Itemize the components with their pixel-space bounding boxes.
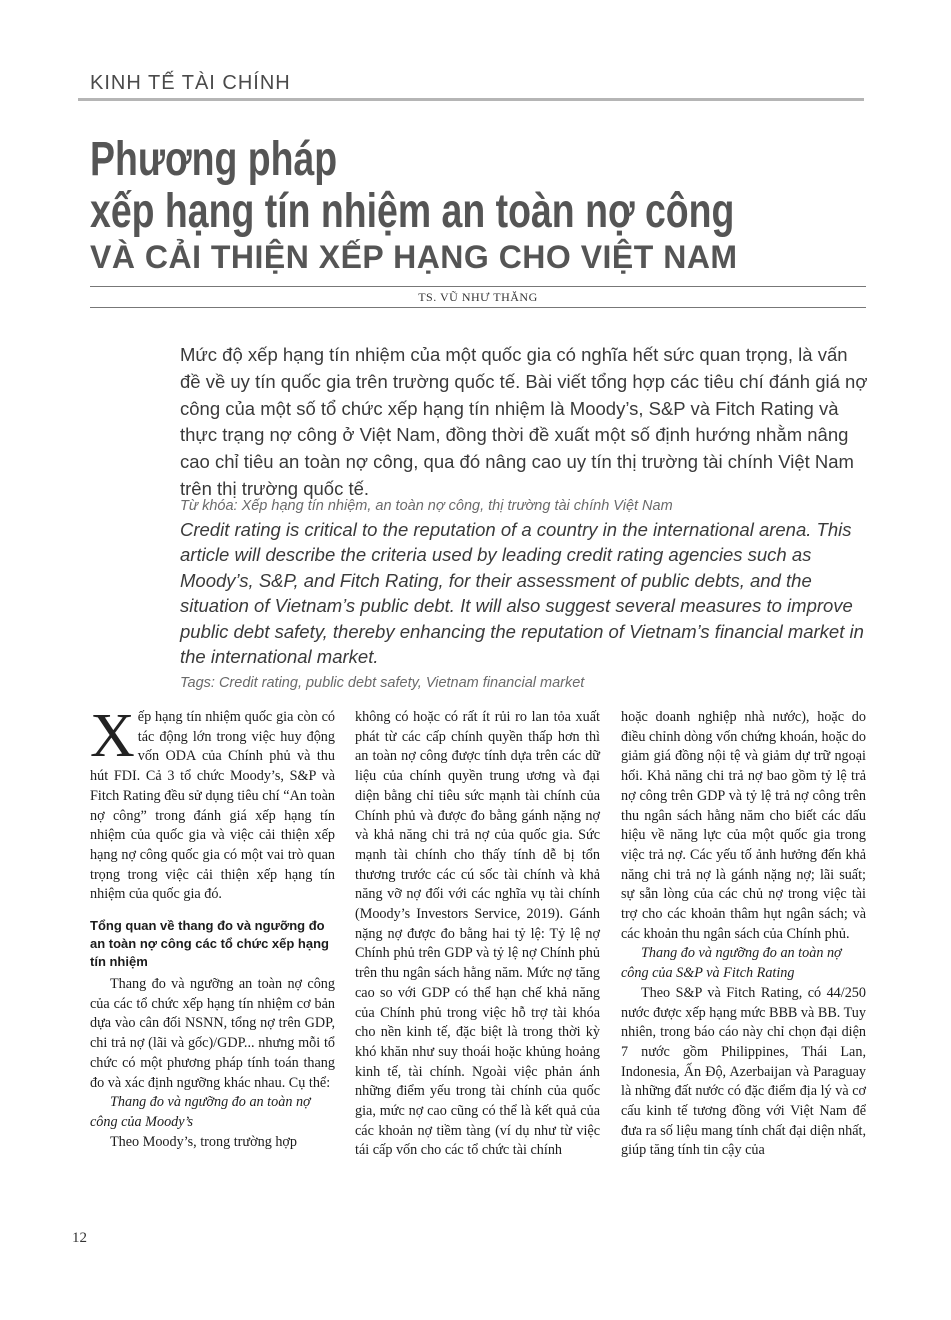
keywords: Từ khóa: Xếp hạng tín nhiệm, an toàn nợ công, thị trường tài chính Việt Nam <box>180 498 673 514</box>
abstract-english: Credit rating is critical to the reputation of a country in the international arena. This article will describe the criteria used by leading credit rating agencies such as Moody’s, S&P, and Fitch Rating, for their assessment of public debts, and the situation of Vietnam’s public debt. It will also suggest several measures to improve public debt safety, thereby enhancing the reputation of Vietnam’s financial market in the international market. <box>180 519 864 668</box>
body-paragraph: không có hoặc có rất ít rủi ro lan tỏa xuất phát từ các cấp chính quyền thấp hơn thì an toàn nợ công được tính dựa trên các dữ liệu của chính quyền trung ương và đại diện bằng chỉ tiêu sức mạnh tài chính của Chính phủ và được đo bằng gánh nặng nợ và khả năng chi trả nợ của quốc gia. Sức mạnh tài chính cho thấy tính dễ bị tổn thương trước các cú sốc tài chính và khả năng vỡ nợ đối với các nghĩa vụ tài chính (Moody’s Investors Service, 2019). Gánh nặng nợ được đo bằng hai tỷ lệ: Tỷ lệ nợ Chính phủ trên GDP và tỷ lệ nợ Chính phủ trên thu ngân sách hằng năm. Mức nợ tăng cao so với GDP có thể hạn chế khả năng của Chính phủ trong việc hỗ trợ tài khóa cho nền kinh tế, đặc biệt là trong thời kỳ khó khăn như suy thoái hoặc khủng hoảng kinh tế, tài chính. Ngoài việc phản ánh những điểm yếu trong tài chính của quốc gia, mức nợ cao cũng có thể là kết quả của các khoản nợ tiềm tàng (ví dụ như từ việc tái cấp vốn cho các tổ chức tài chính <box>355 709 600 1159</box>
body-paragraph: Theo Moody’s, trong trường hợp <box>110 1133 298 1150</box>
abstract-vietnamese: Mức độ xếp hạng tín nhiệm của một quốc gia có nghĩa hết sức quan trọng, là vấn đề về uy tín quốc gia trên trường quốc tế. Bài viết tổng hợp các tiêu chí đánh giá nợ công của một số tổ chức xếp hạng tín nhiệm là Moody’s, S&P và Fitch Rating và thực trạng nợ công ở Việt Nam, đồng thời đề xuất một số định hướng nhằm nâng cao chỉ tiêu an toàn nợ công, qua đó nâng cao uy tín thị trường tài chính Việt Nam trên thị trường quốc tế. <box>180 344 868 499</box>
drop-cap: X <box>90 702 135 770</box>
body-paragraph: Thang đo và ngưỡng an toàn nợ công của các tổ chức xếp hạng tín nhiệm cơ bản dựa vào cân đối NSNN, tổng nợ trên GDP, chi trả nợ (lãi và gốc)/GDP... nhưng mỗi tổ chức có một phương pháp tính toán thang đo và xác định ngưỡng khác nhau. Cụ thể: <box>90 976 335 1091</box>
body-paragraph: hoặc doanh nghiệp nhà nước), hoặc do điều chỉnh dòng vốn chứng khoán, hoặc do giảm giá đồng nội tệ và giảm dự trữ ngoại hối. Khả năng chi trả nợ bao gồm tỷ lệ trả nợ công trên GDP và tỷ lệ trả nợ công trên thu ngân sách hằng năm cho biết các dấu hiệu về năng lực của một quốc gia trong việc trả nợ. Các yếu tố ảnh hưởng đến khả năng chi trả nợ là gánh nặng nợ; lãi suất; sự sẵn lòng của các chủ nợ trong việc tài trợ cho các khoản thâm hụt ngân sách; và các khoản thu ngân sách của Chính phủ. <box>621 709 866 942</box>
header-rule <box>78 98 864 101</box>
subheading-sp-fitch: Thang đo và ngưỡng đo an toàn nợ công của S&P và Fitch Rating <box>621 945 842 982</box>
body-column-2 <box>355 708 600 1161</box>
body-column-3 <box>621 708 866 1161</box>
intro-paragraph <box>90 702 335 905</box>
author-byline: TS. VŨ NHƯ THĂNG <box>418 290 538 304</box>
article-subtitle: VÀ CẢI THIỆN XẾP HẠNG CHO VIỆT NAM <box>90 239 738 275</box>
section-label: KINH TẾ TÀI CHÍNH <box>90 72 291 94</box>
subheading-moodys: Thang đo và ngưỡng đo an toàn nợ công của Moody’s <box>90 1094 311 1130</box>
body-column-1 <box>90 702 335 1152</box>
tags: Tags: Credit rating, public debt safety, Vietnam financial market <box>180 675 585 691</box>
body-paragraph: Theo S&P và Fitch Rating, có 44/250 nước được xếp hạng mức BBB và BB. Tuy nhiên, trong báo cáo này chỉ chọn đại diện 7 nước gồm Philippines, Thái Lan, Indonesia, Ấn Độ, Azerbaijan và Paraguay là những đất nước có đặc điểm địa lý và cơ cấu kinh tế tương đồng với Việt Nam để đưa ra số liệu mang tính chất đại diện nhất, giúp tăng tính tin cậy của <box>621 984 866 1159</box>
page-number: 12 <box>72 1230 87 1246</box>
author-rule-top <box>90 286 866 287</box>
intro-text: ếp hạng tín nhiệm quốc gia còn có tác động lớn trong việc huy động vốn ODA của Chính phủ và thu hút FDI. Cả 3 tổ chức Moody’s, S&P và Fitch Rating đều sử dụng tiêu chí “An toàn nợ công” trong đánh giá xếp hạng tín nhiệm của quốc gia và việc cải thiện xếp hạng nợ công quốc gia có một vai trò quan trọng trong việc cải thiện xếp hạng tín nhiệm của quốc gia đó. <box>90 709 335 903</box>
section-heading: Tổng quan về thang đo và ngưỡng đo an toàn nợ công các tổ chức xếp hạng tín nhiệm <box>90 918 329 970</box>
author-rule-bottom <box>90 307 866 308</box>
article-title-line-1: Phương pháp <box>90 133 338 186</box>
article-title-line-2: xếp hạng tín nhiệm an toàn nợ công <box>90 185 735 238</box>
